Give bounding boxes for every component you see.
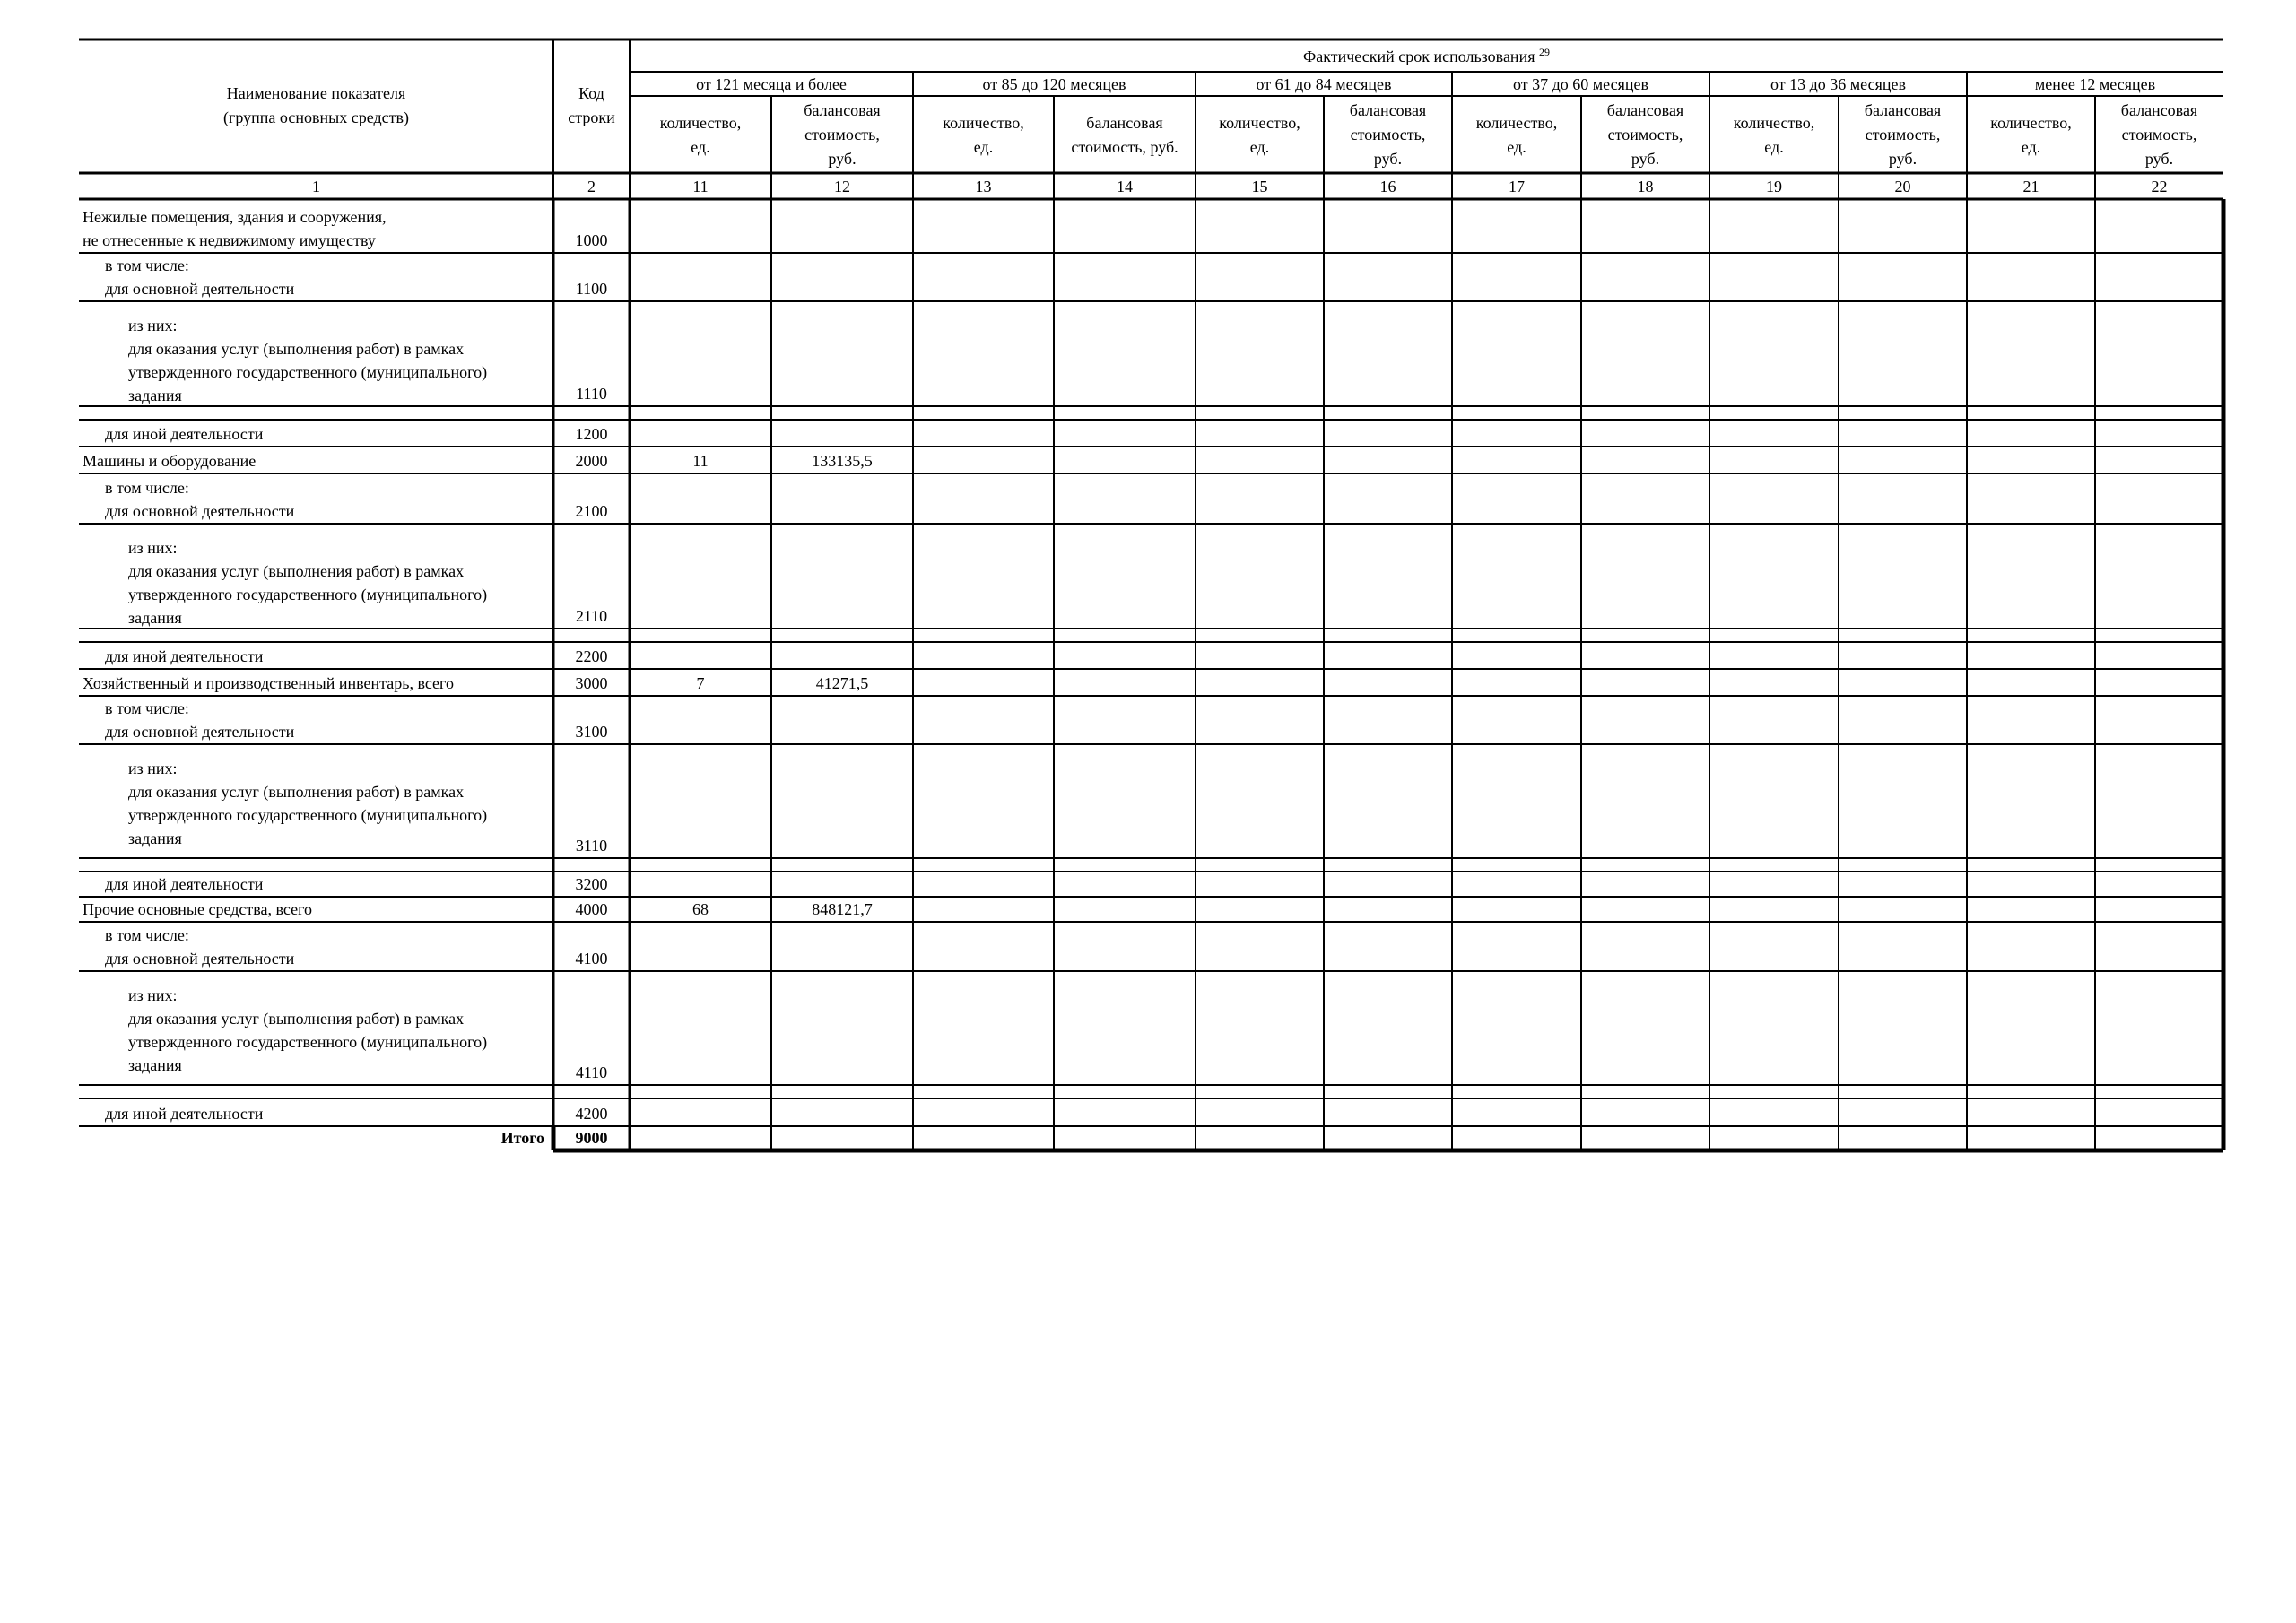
- row-code: 3110: [575, 837, 608, 855]
- row-code: 3000: [575, 674, 608, 692]
- qty-subheader: количество,: [1733, 114, 1815, 132]
- row-code: 2200: [575, 647, 608, 665]
- qty-subheader: количество,: [943, 114, 1024, 132]
- qty-subheader: количество,: [1990, 114, 2072, 132]
- balance-subheader-unit: руб.: [2144, 150, 2174, 168]
- term-group-header: от 61 до 84 месяцев: [1256, 75, 1392, 93]
- row-label: утвержденного государственного (муниципального): [128, 363, 488, 381]
- row-code: 4100: [575, 950, 608, 968]
- column-number: 12: [834, 178, 850, 195]
- row-label: для основной деятельности: [105, 950, 295, 968]
- row-label: в том числе:: [105, 926, 189, 944]
- row-label: для оказания услуг (выполнения работ) в рамках: [128, 1010, 465, 1028]
- row-code: 1200: [575, 425, 608, 443]
- column-number: 14: [1117, 178, 1133, 195]
- code-col-header-sub: строки: [568, 108, 615, 126]
- row-label: утвержденного государственного (муниципального): [128, 586, 488, 603]
- row-label: для оказания услуг (выполнения работ) в рамках: [128, 562, 465, 580]
- row-label: Прочие основные средства, всего: [83, 900, 313, 918]
- column-number: 21: [2022, 178, 2039, 195]
- column-number: 15: [1251, 178, 1268, 195]
- qty-subheader-unit: ед.: [1249, 138, 1270, 156]
- balance-subheader-unit: руб.: [1888, 150, 1918, 168]
- row-qty-value: 11: [692, 452, 709, 470]
- row-label: из них:: [128, 539, 178, 557]
- row-label: утвержденного государственного (муниципального): [128, 1033, 488, 1051]
- column-number: 2: [587, 178, 596, 195]
- row-code: 2100: [575, 502, 608, 520]
- row-label: Нежилые помещения, здания и сооружения,: [83, 208, 387, 226]
- row-code: 2000: [575, 452, 608, 470]
- row-label: в том числе:: [105, 256, 189, 274]
- qty-subheader-unit: ед.: [2021, 138, 2041, 156]
- qty-subheader-unit: ед.: [1764, 138, 1784, 156]
- row-code: 3100: [575, 723, 608, 741]
- balance-subheader: балансовая: [804, 101, 881, 119]
- qty-subheader: количество,: [659, 114, 742, 132]
- row-code: 1110: [576, 385, 607, 403]
- row-label: из них:: [128, 986, 178, 1004]
- balance-subheader-cost: стоимость,: [804, 126, 880, 143]
- qty-subheader-unit: ед.: [691, 138, 710, 156]
- row-code: 1000: [575, 231, 608, 249]
- term-group-header: от 85 до 120 месяцев: [982, 75, 1126, 93]
- column-number: 1: [312, 178, 320, 195]
- footnote-marker: 29: [1538, 46, 1550, 58]
- row-label: из них:: [128, 317, 178, 334]
- row-label: задания: [128, 609, 182, 627]
- row-label: задания: [128, 829, 182, 847]
- balance-subheader-unit: стоимость, руб.: [1071, 138, 1178, 156]
- row-code: 3200: [575, 875, 608, 893]
- row-label: утвержденного государственного (муниципального): [128, 806, 488, 824]
- balance-subheader: балансовая: [1606, 101, 1684, 119]
- row-label: не отнесенные к недвижимому имуществу: [83, 231, 376, 249]
- row-label: для иной деятельности: [105, 647, 264, 665]
- actual-term-header: [1303, 45, 1550, 68]
- column-number: 18: [1637, 178, 1654, 195]
- row-label: для оказания услуг (выполнения работ) в рамках: [128, 340, 465, 358]
- balance-subheader: балансовая: [2120, 101, 2198, 119]
- row-label: Машины и оборудование: [83, 452, 257, 470]
- column-number: 11: [692, 178, 709, 195]
- row-label: для основной деятельности: [105, 502, 295, 520]
- row-balance-value: 41271,5: [815, 674, 869, 692]
- qty-subheader: количество,: [1219, 114, 1300, 132]
- row-code: 4200: [575, 1105, 608, 1123]
- row-balance-value: 848121,7: [812, 900, 873, 918]
- name-col-header-sub: (группа основных средств): [223, 108, 409, 126]
- row-label: для оказания услуг (выполнения работ) в рамках: [128, 783, 465, 801]
- row-label: в том числе:: [105, 699, 189, 717]
- row-qty-value: 68: [692, 900, 709, 918]
- row-label: для основной деятельности: [105, 280, 295, 298]
- row-qty-value: 7: [696, 674, 705, 692]
- row-label: Хозяйственный и производственный инвентарь, всего: [83, 674, 454, 692]
- balance-subheader: балансовая: [1864, 101, 1942, 119]
- term-group-header: от 13 до 36 месяцев: [1770, 75, 1907, 93]
- balance-subheader-cost: стоимость,: [1350, 126, 1426, 143]
- term-group-header: менее 12 месяцев: [2034, 75, 2156, 93]
- balance-subheader-cost: стоимость,: [1607, 126, 1683, 143]
- balance-subheader-unit: руб.: [1631, 150, 1660, 168]
- total-code: 9000: [575, 1129, 608, 1147]
- row-code: 2110: [575, 607, 608, 625]
- balance-subheader: балансовая: [1086, 114, 1163, 132]
- name-col-header: Наименование показателя: [226, 84, 406, 102]
- row-label: из них:: [128, 759, 178, 777]
- code-col-header: Код: [578, 84, 604, 102]
- balance-subheader-cost: стоимость,: [2121, 126, 2197, 143]
- balance-subheader-unit: руб.: [1373, 150, 1403, 168]
- column-number: 16: [1379, 178, 1396, 195]
- balance-subheader: балансовая: [1349, 101, 1427, 119]
- row-code: 4000: [575, 900, 608, 918]
- column-number: 22: [2151, 178, 2168, 195]
- row-code: 4110: [575, 1063, 608, 1081]
- row-label: в том числе:: [105, 479, 189, 497]
- balance-subheader-cost: стоимость,: [1865, 126, 1941, 143]
- column-number: 19: [1766, 178, 1782, 195]
- column-number: 13: [975, 178, 992, 195]
- row-code: 1100: [575, 280, 608, 298]
- row-label: для основной деятельности: [105, 723, 295, 741]
- actual-term-label: Фактический срок использования: [1303, 48, 1535, 65]
- column-number: 17: [1509, 178, 1525, 195]
- balance-subheader-unit: руб.: [828, 150, 857, 168]
- row-label: для иной деятельности: [105, 1105, 264, 1123]
- row-label: задания: [128, 1056, 182, 1074]
- column-number: 20: [1894, 178, 1911, 195]
- qty-subheader: количество,: [1475, 114, 1558, 132]
- row-label: задания: [128, 386, 182, 404]
- row-balance-value: 133135,5: [812, 452, 873, 470]
- row-label: для иной деятельности: [105, 425, 264, 443]
- qty-subheader-unit: ед.: [973, 138, 994, 156]
- term-group-header: от 121 месяца и более: [696, 75, 847, 93]
- qty-subheader-unit: ед.: [1507, 138, 1526, 156]
- total-label: Итого: [500, 1129, 544, 1147]
- row-label: для иной деятельности: [105, 875, 264, 893]
- term-group-header: от 37 до 60 месяцев: [1512, 75, 1649, 93]
